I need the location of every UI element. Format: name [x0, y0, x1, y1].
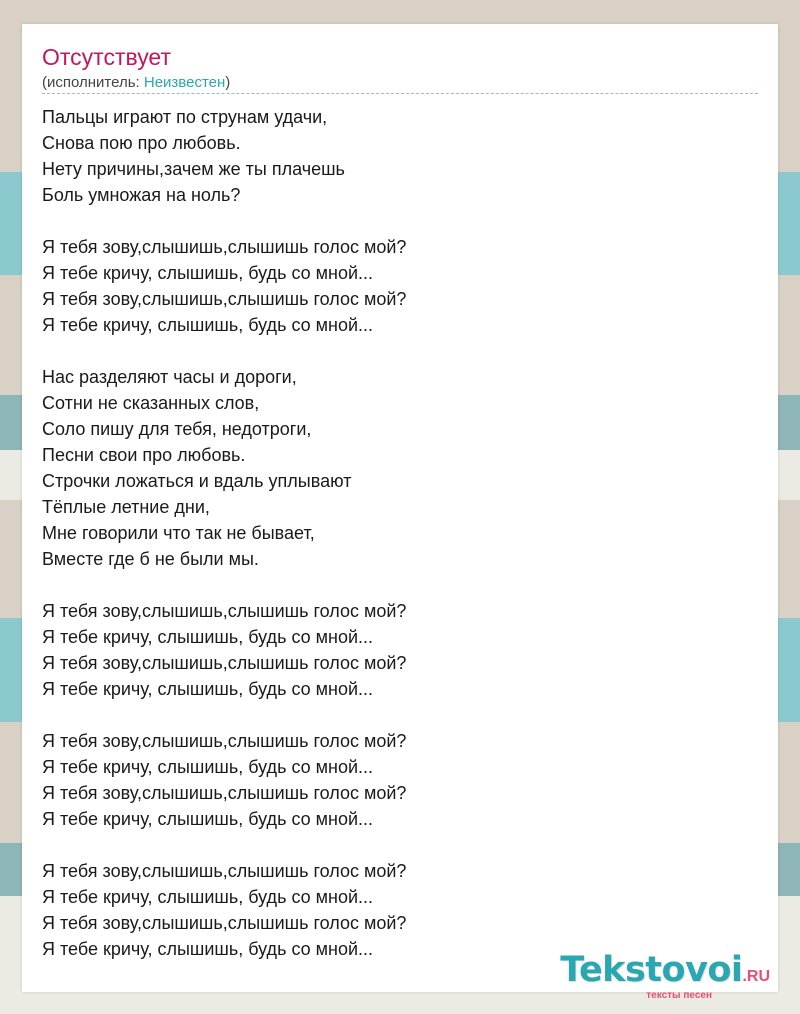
lyric-line: Я тебе кричу, слышишь, будь со мной... [42, 809, 374, 829]
lyric-line: Я тебе кричу, слышишь, будь со мной... [42, 887, 374, 907]
lyric-line: Пальцы играют по струнам удачи, [42, 107, 328, 127]
lyric-line: Я тебе кричу, слышишь, будь со мной... [42, 627, 374, 647]
lyric-line: Снова пою про любовь. [42, 133, 241, 153]
lyric-line: Сотни не сказанных слов, [42, 393, 260, 413]
stanza [42, 728, 406, 832]
performer-suffix: ) [225, 74, 231, 91]
lyric-line: Я тебя зову,слышишь,слышишь голос мой? [42, 601, 407, 621]
site-logo[interactable] [560, 950, 770, 1001]
lyric-line: Нету причины,зачем же ты плачешь [42, 159, 345, 179]
lyrics-text [42, 104, 406, 962]
lyric-line: Я тебе кричу, слышишь, будь со мной... [42, 679, 374, 699]
performer-line [42, 74, 230, 91]
stanza [42, 858, 406, 962]
lyric-line: Нас разделяют часы и дороги, [42, 367, 297, 387]
stanza [42, 364, 406, 572]
lyric-line: Я тебя зову,слышишь,слышишь голос мой? [42, 237, 407, 257]
lyric-line: Соло пишу для тебя, недотроги, [42, 419, 312, 439]
lyrics-card [22, 24, 778, 992]
stanza [42, 598, 406, 702]
song-title: Отсутствует [42, 44, 171, 70]
logo-domain: .RU [742, 968, 770, 985]
lyric-line: Мне говорили что так не бывает, [42, 523, 315, 543]
performer-prefix: (исполнитель: [42, 74, 144, 91]
logo-wordmark: Tekstovoi [560, 950, 743, 990]
lyric-line: Я тебе кричу, слышишь, будь со мной... [42, 939, 374, 959]
dashed-divider [42, 93, 758, 94]
lyric-line: Я тебя зову,слышишь,слышишь голос мой? [42, 861, 407, 881]
lyric-line: Я тебе кричу, слышишь, будь со мной... [42, 315, 374, 335]
logo-tagline: тексты песен [646, 990, 712, 1001]
lyric-line: Я тебе кричу, слышишь, будь со мной... [42, 757, 374, 777]
performer-link[interactable]: Неизвестен [143, 74, 226, 91]
lyric-line: Я тебя зову,слышишь,слышишь голос мой? [42, 783, 407, 803]
stanza [42, 104, 406, 208]
lyric-line: Я тебя зову,слышишь,слышишь голос мой? [42, 731, 407, 751]
lyric-line: Я тебя зову,слышишь,слышишь голос мой? [42, 653, 407, 673]
lyric-line: Тёплые летние дни, [42, 497, 210, 517]
stanza [42, 234, 406, 338]
lyric-line: Я тебя зову,слышишь,слышишь голос мой? [42, 289, 407, 309]
lyric-line: Вместе где б не были мы. [42, 549, 259, 569]
lyric-line: Я тебе кричу, слышишь, будь со мной... [42, 263, 374, 283]
lyric-line: Строчки ложаться и вдаль уплывают [42, 471, 352, 491]
lyric-line: Я тебя зову,слышишь,слышишь голос мой? [42, 913, 407, 933]
lyric-line: Боль умножая на ноль? [42, 185, 241, 205]
lyric-line: Песни свои про любовь. [42, 445, 246, 465]
